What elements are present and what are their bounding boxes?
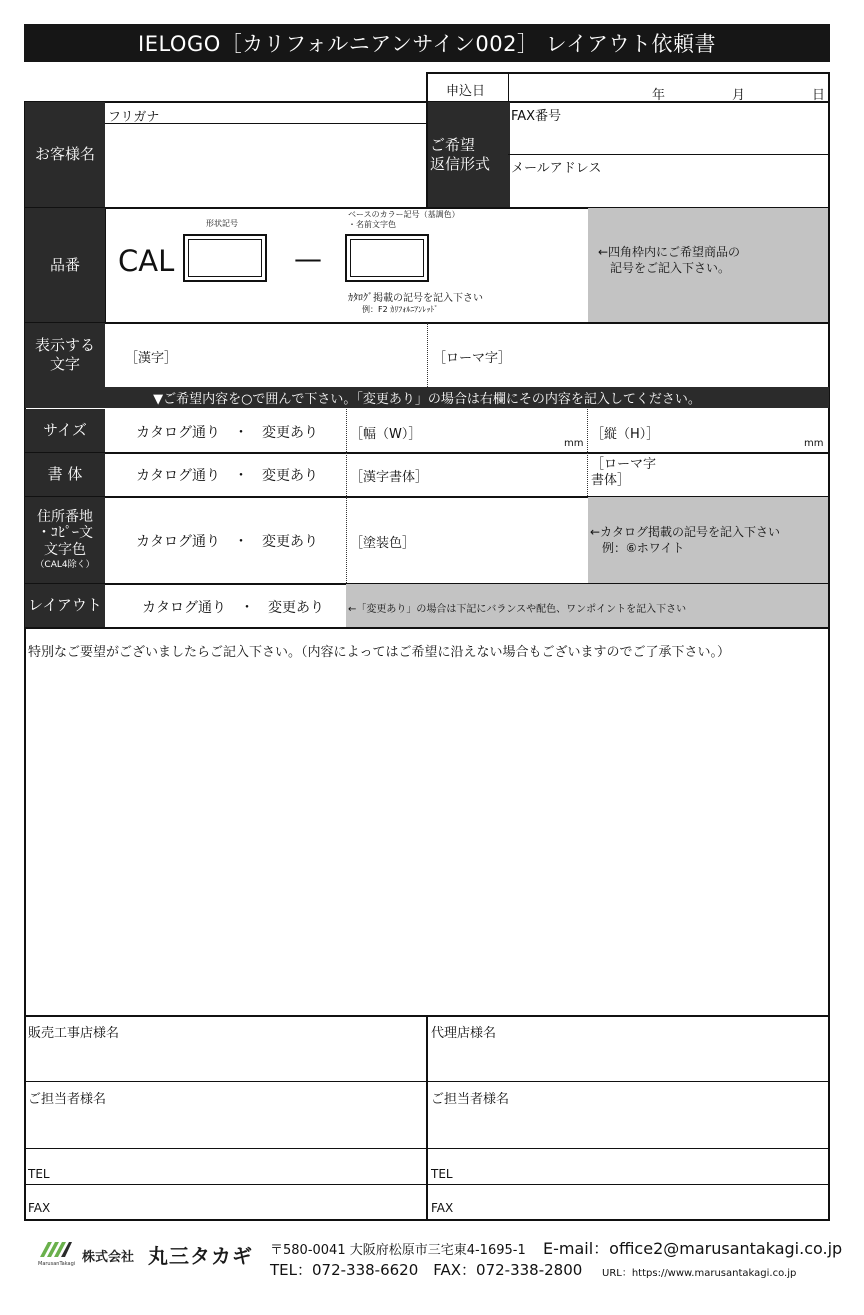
application-date-label: 申込日 <box>446 84 486 99</box>
catalog-code-note: ｶﾀﾛｸﾞ掲載の記号を記入下さい <box>348 293 483 304</box>
color-header-sub: （CAL4除く） <box>35 560 95 571</box>
dealer-fax-label: FAX <box>28 1201 51 1215</box>
product-prefix: CAL <box>118 244 175 278</box>
furigana-label: フリガナ <box>108 110 160 125</box>
kanji-label: ［漢字］ <box>125 351 178 366</box>
layout-note: ←「変更あり」の場合は下記にバランスや配色、ワンポイントを記入下さい <box>348 604 687 615</box>
day-label: 日 <box>812 88 826 103</box>
paint-color-label: ［塗装色］ <box>350 536 416 551</box>
layout-header: レイアウト <box>25 584 105 627</box>
color-code-label: ベースのカラー記号（基調色） ・名前文字色 <box>348 210 460 230</box>
special-request-area[interactable] <box>28 662 824 1010</box>
fax-number-label: FAX番号 <box>511 109 562 124</box>
color-header-cell <box>25 497 105 583</box>
size-header: サイズ <box>25 409 105 452</box>
company-name: 丸三タカギ <box>148 1244 253 1268</box>
year-label: 年 <box>652 88 666 103</box>
height-label: ［縦（H）］ <box>591 427 660 442</box>
product-note: ←四角枠内にご希望商品の 記号をご記入下さい。 <box>598 245 741 275</box>
roman-font-label: ［ローマ字 書体］ <box>591 457 657 489</box>
kanji-font-label: ［漢字書体］ <box>350 470 429 485</box>
agency-person-label: ご担当者様名 <box>431 1092 510 1107</box>
company-url[interactable]: URL：https://www.marusantakagi.co.jp <box>602 1268 797 1279</box>
color-code-box[interactable] <box>345 234 429 282</box>
product-number-header: 品番 <box>25 208 105 322</box>
month-label: 月 <box>732 88 746 103</box>
dealer-tel-label: TEL <box>28 1167 50 1181</box>
form-title: IELOGO［カリフォルニアンサイン002］ レイアウト依頼書 <box>24 24 830 62</box>
company-logo-small-text: MarusanTakagi <box>38 1261 76 1267</box>
size-options[interactable]: カタログ通り ・ 変更あり <box>136 425 318 441</box>
special-request-label: 特別なご要望がございましたらご記入下さい。（内容によってはご希望に沿えない場合もございますのでご了承下さい。） <box>28 645 731 660</box>
width-label: ［幅（W）］ <box>350 427 422 442</box>
company-address: 〒580-0041 大阪府松原市三宅東4-1695-1 <box>270 1243 526 1258</box>
height-unit: mm <box>804 438 824 449</box>
font-header: 書 体 <box>25 453 105 496</box>
color-options[interactable]: カタログ通り ・ 変更あり <box>136 534 318 550</box>
agency-name-label: 代理店様名 <box>431 1026 497 1041</box>
company-email[interactable]: E-mail：office2@marusantakagi.co.jp <box>543 1239 843 1258</box>
company-tel-fax: TEL：072-338-6620 FAX：072-338-2800 <box>270 1261 583 1279</box>
font-options[interactable]: カタログ通り ・ 変更あり <box>136 468 318 484</box>
company-prefix: 株式会社 <box>82 1250 135 1265</box>
agency-fax-label: FAX <box>431 1201 454 1215</box>
customer-name-field[interactable] <box>108 126 424 204</box>
color-header: 住所番地 ・ｺﾋﾟｰ文 文字色 <box>37 508 93 559</box>
shape-code-box[interactable] <box>183 234 267 282</box>
dealer-name-label: 販売工事店様名 <box>28 1026 120 1041</box>
instruction-bar: ▼ご希望内容を○で囲んで下さい。「変更あり」の場合は右欄にその内容を記入してください。 <box>25 387 829 408</box>
display-text-header: 表示する 文字 <box>25 323 105 387</box>
layout-options[interactable]: カタログ通り ・ 変更あり <box>142 600 324 616</box>
shape-code-label: 形状記号 <box>206 219 238 228</box>
product-dash: — <box>294 242 322 275</box>
reply-format-header: ご希望 返信形式 <box>428 102 510 207</box>
company-logo-icon <box>38 1240 80 1267</box>
roman-label: ［ローマ字］ <box>433 351 512 366</box>
width-unit: mm <box>564 438 584 449</box>
color-note: ←カタログ掲載の記号を記入下さい 例：⑥ホワイト <box>590 525 781 555</box>
agency-tel-label: TEL <box>431 1167 453 1181</box>
dealer-person-label: ご担当者様名 <box>28 1092 107 1107</box>
catalog-example: 例：F2 ｶﾘﾌｫﾙﾆｱﾝﾚｯﾄﾞ <box>362 305 439 314</box>
customer-name-header: お客様名 <box>25 102 105 207</box>
email-label: メールアドレス <box>511 161 602 176</box>
